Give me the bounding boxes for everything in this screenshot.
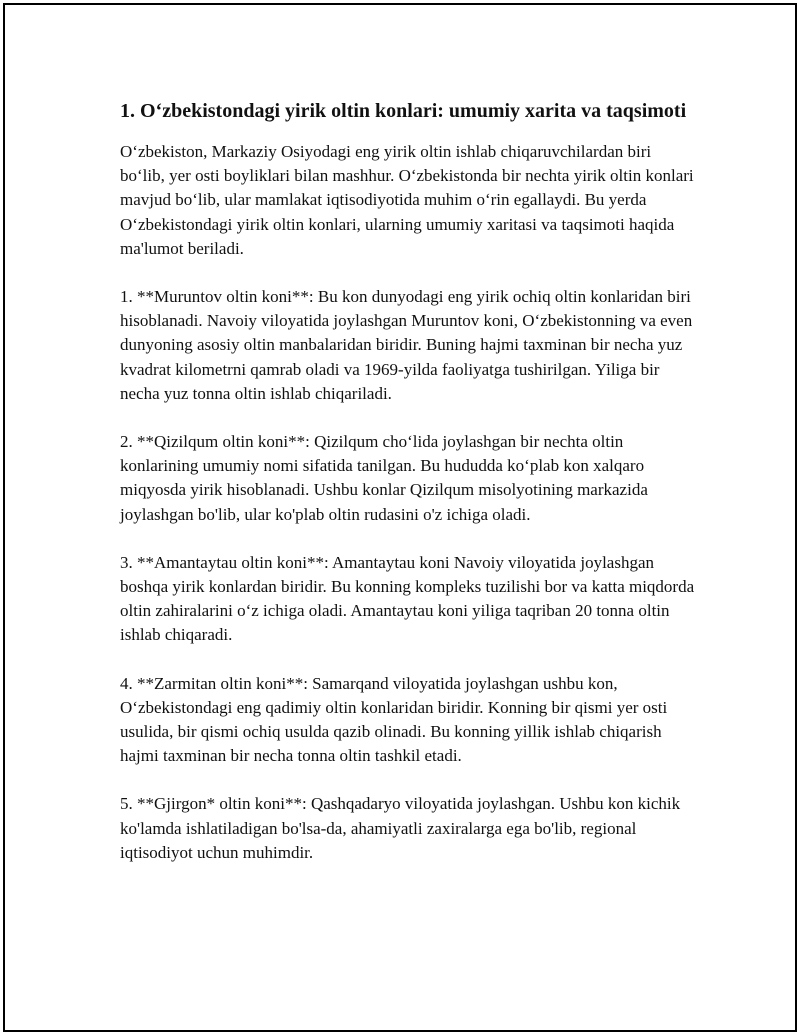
intro-paragraph: O‘zbekiston, Markaziy Osiyodagi eng yirik oltin ishlab chiqaruvchilardan biri bo‘lib, yer osti boyliklari bilan mashhur. O‘zbekistonda bir nechta yirik oltin konlari mavjud bo‘lib, ular mamlakat iqtisodiyotida muhim o‘rin egallaydi. Bu yerda O‘zbekistondagi yirik oltin konlari, ularning umumiy xaritasi va taqsimoti haqida ma'lumot beriladi.: [120, 142, 694, 258]
paragraph-muruntov: 1. **Muruntov oltin koni**: Bu kon dunyodagi eng yirik ochiq oltin konlaridan biri hisoblanadi. Navoiy viloyatida joylashgan Muruntov koni, O‘zbekistonning va even dunyoning asosiy oltin manbalaridan biridir. Buning hajmi taxminan bir necha yuz kvadrat kilometrni qamrab oladi va 1969-yilda faoliyatga tushirilgan. Yiliga bir necha yuz tonna oltin ishlab chiqariladi.: [120, 287, 693, 403]
document-title: 1. O‘zbekistondagi yirik oltin konlari: umumiy xarita va taqsimoti: [120, 100, 687, 122]
paragraph-zarmitan: 4. **Zarmitan oltin koni**: Samarqand viloyatida joylashgan ushbu kon, O‘zbekistondagi eng qadimiy oltin konlaridan biridir. Konning bir qismi yer osti usulida, bir qismi ochiq usulda qazib olinadi. Bu konning yillik ishlab chiqarish hajmi taxminan bir necha tonna oltin tashkil etadi.: [120, 673, 668, 766]
paragraph-amantaytau: 3. **Amantaytau oltin koni**: Amantaytau koni Navoiy viloyatida joylashgan boshqa yirik konlardan biridir. Bu konning kompleks tuzilishi bor va katta miqdorda oltin zahiralarini o‘z ichiga oladi. Amantaytau koni yiliga taqriban 20 tonna oltin ishlab chiqaradi.: [120, 552, 695, 645]
document-body: [120, 97, 695, 889]
paragraph-qizilqum: 2. **Qizilqum oltin koni**: Qizilqum cho‘lida joylashgan bir nechta oltin konlarining umumiy nomi sifatida tanilgan. Bu hududda ko‘plab kon xalqaro miqyosda yirik hisoblanadi. Ushbu konlar Qizilqum misolyotining markazida joylashgan bo'lib, ular ko'plab oltin rudasini o'z ichiga oladi.: [120, 432, 648, 524]
paragraph-gjirgon: 5. **Gjirgon* oltin koni**: Qashqadaryo viloyatida joylashgan. Ushbu kon kichik ko'lamda ishlatiladigan bo'lsa-da, ahamiyatli zaxiralarga ega bo'lib, regional iqtisodiyot uchun muhimdir.: [120, 794, 681, 862]
page-frame: [3, 3, 797, 1032]
